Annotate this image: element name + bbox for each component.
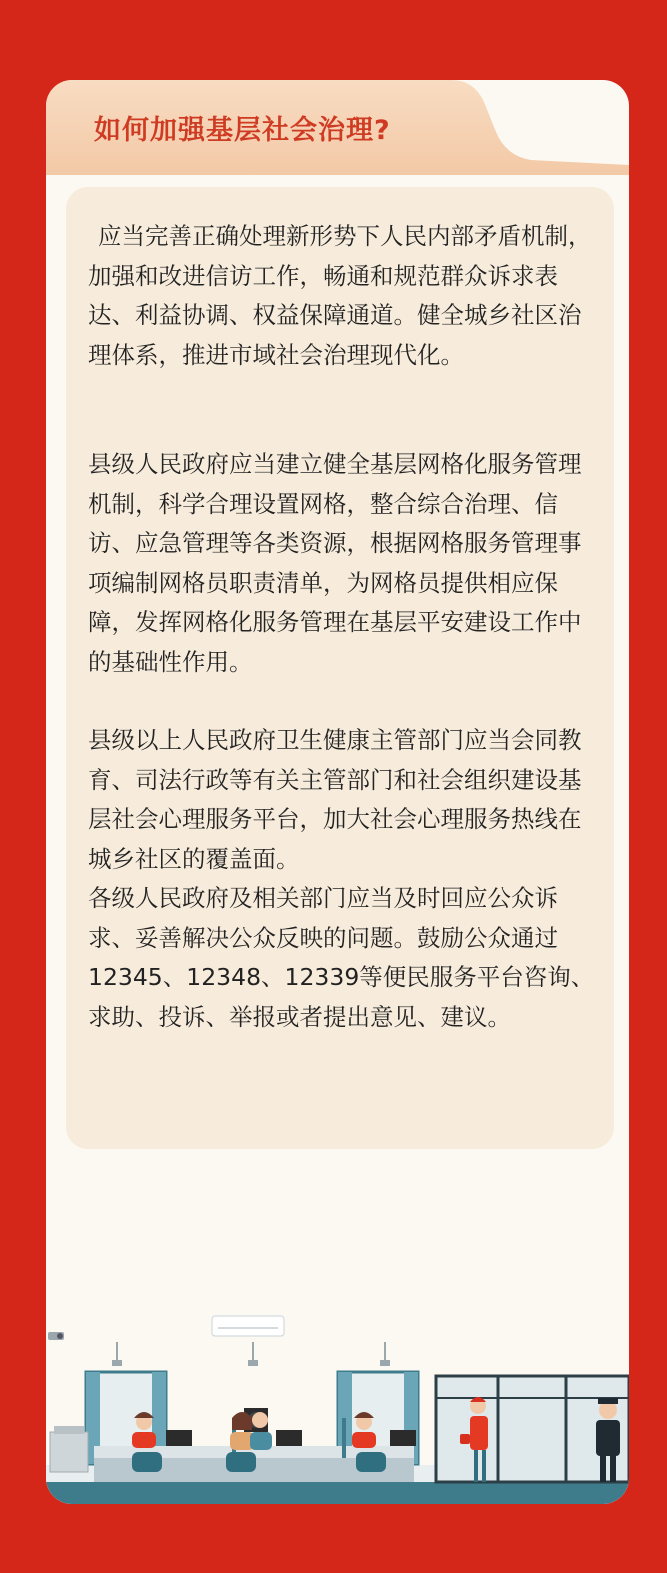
air-conditioner-icon	[212, 1316, 284, 1336]
page-title: 如何加强基层社会治理?	[94, 115, 391, 146]
service-hall-illustration	[46, 1220, 629, 1504]
paragraph-2: 县级人民政府应当建立健全基层网格化服务管理机制，科学合理设置网格，整合综合治理、信访、应急管理等各类资源，根据网格服务管理事项编制网格员职责清单，为网格员提供相应保障，发挥网格化服务管理在基层平安建设工作中的基础性作用。	[88, 450, 582, 676]
content-card	[46, 80, 629, 1504]
title-tab	[46, 80, 629, 175]
copier	[50, 1426, 88, 1472]
paragraph-4: 各级人民政府及相关部门应当及时回应公众诉求、妥善解决公众反映的问题。鼓励公众通过12345、12348、12339等便民服务平台咨询、求助、投诉、举报或者提出意见、建议。	[88, 884, 595, 1031]
paragraph-3: 县级以上人民政府卫生健康主管部门应当会同教育、司法行政等有关主管部门和社会组织建设基层社会心理服务平台，加大社会心理服务热线在城乡社区的覆盖面。	[88, 726, 582, 873]
article-body	[66, 187, 614, 1149]
camera-icon	[48, 1332, 64, 1340]
service-hall-image	[46, 1220, 629, 1504]
paragraph-1: 应当完善正确处理新形势下人民内部矛盾机制，加强和改进信访工作，畅通和规范群众诉求表达、利益协调、权益保障通道。健全城乡社区治理体系，推进市域社会治理现代化。	[88, 222, 592, 369]
